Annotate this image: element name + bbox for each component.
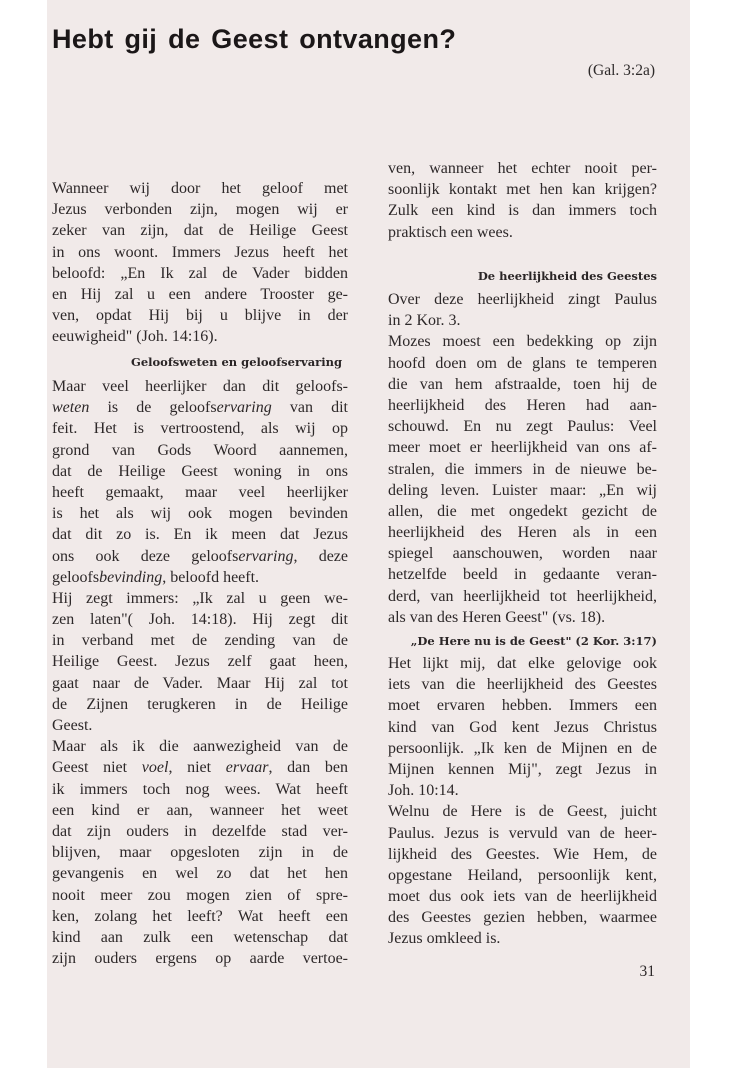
section-heading-geloofsweten: Geloofsweten en geloofservaring [131, 355, 342, 369]
text-line: gaat naar de Vader. Maar Hij zal tot [52, 674, 348, 692]
text-line: zen laten"( Joh. 14:18). Hij zegt dit [52, 611, 348, 629]
text-line: Zulk een kind is dan immers toch [388, 202, 657, 220]
italic-emphasis: bevinding [99, 568, 163, 586]
bible-reference: (Gal. 3:2a) [587, 62, 655, 79]
text-segment: , niet [168, 759, 226, 777]
text-line: heerlijkheid des Heren als in een [388, 524, 657, 542]
text-line: moet ervaren hebben. Immers een [388, 697, 657, 715]
text-line [52, 397, 348, 418]
left-body-text [52, 376, 348, 969]
text-line: ven, opdat Hij bij u blijve in der [52, 307, 348, 325]
text-line: Heilige Geest. Jezus zelf gaat heen, [52, 653, 348, 671]
text-line: grond van Gods Woord aannemen, [52, 441, 348, 459]
text-line: ik immers toch nog wees. Wat heeft [52, 780, 348, 798]
text-line: die van hem afstraalde, toen hij de [388, 375, 657, 393]
text-line: is het als wij ook mogen bevinden [52, 505, 348, 523]
text-segment: van dit [271, 399, 349, 417]
section-heading-heerlijkheid: De heerlijkheid des Geestes [477, 269, 657, 283]
text-line: heerlijkheid des Heren had aan- [388, 396, 657, 414]
text-line: opgestane Heiland, persoonlijk kent, [388, 866, 657, 884]
text-line: heeft gemaakt, maar veel heerlijker [52, 483, 348, 501]
right-body-text-1 [388, 289, 657, 628]
text-line: in ons woont. Immers Jezus heeft het [52, 243, 348, 261]
text-line: eeuwigheid" (Joh. 14:16). [52, 328, 218, 346]
text-line: dat dit zo is. En ik meen dat Jezus [52, 526, 348, 544]
text-line [52, 757, 348, 778]
text-line: persoonlijk. „Ik ken de Mijnen en de [388, 739, 657, 757]
text-line: kind aan zulk een wetenschap dat [52, 928, 348, 946]
text-line: ken, zolang het leeft? Wat heeft een [52, 907, 348, 925]
text-line: beloofd: „En Ik zal de Vader bidden [52, 264, 348, 282]
text-line: Geest. [52, 717, 93, 734]
text-segment: geloofs [52, 568, 100, 586]
text-line: zijn ouders ergens op aarde vertoe- [52, 950, 348, 968]
text-line: iets van die heerlijkheid des Geestes [388, 676, 657, 694]
italic-emphasis: ervaring [238, 547, 294, 565]
text-line: als van des Heren Geest" (vs. 18). [388, 608, 606, 626]
text-line: derd, van heerlijkheid tot heerlijkheid, [388, 587, 657, 605]
text-line: spiegel aanschouwen, worden naar [388, 545, 657, 563]
left-intro-text [52, 178, 348, 348]
text-line: de Zijnen terugkeren in de Heilige [52, 695, 348, 713]
page-number: 31 [639, 963, 655, 980]
text-line: kind van God kent Jezus Christus [388, 718, 657, 736]
section-heading-here-is-geest: „De Here nu is de Geest" (2 Kor. 3:17) [410, 634, 657, 648]
text-line: Joh. 10:14. [388, 782, 459, 800]
text-line: zeker van zijn, dat de Heilige Geest [52, 222, 348, 240]
text-line [52, 546, 348, 567]
text-line: gevangenis en wel zo dat het hen [52, 865, 348, 883]
text-line: dat de Heilige Geest woning in ons [52, 462, 348, 480]
text-line: Mijnen kennen Mij", zegt Jezus in [388, 760, 657, 778]
text-line: Wanneer wij door het geloof met [52, 180, 348, 197]
text-line: in verband met de zending van de [52, 632, 348, 650]
text-segment: Geest niet [52, 759, 142, 777]
text-line: Welnu de Here is de Geest, juicht [388, 803, 657, 821]
text-line: dat zijn ouders in dezelfde stad ver- [52, 822, 348, 840]
text-line: en Hij zal u een andere Trooster ge- [52, 285, 348, 303]
text-line: feit. Het is vertroostend, als wij op [52, 420, 348, 438]
text-line: blijven, maar opgesloten zijn in de [52, 844, 348, 862]
text-line: lijkheid des Geestes. Wie Hem, de [388, 845, 657, 863]
text-line: een kind er aan, wanneer het weet [52, 801, 348, 819]
text-line: allen, die met ongedekt gezicht de [388, 502, 657, 520]
text-line: hetzelfde beeld in gedaante veran- [388, 566, 657, 584]
right-body-text-2 [388, 653, 657, 950]
text-line: soonlijk kontakt met hen kan krijgen? [388, 181, 657, 199]
text-segment: , deze [293, 547, 348, 565]
italic-emphasis: ervaring [216, 399, 272, 417]
text-line: Paulus. Jezus is vervuld van de heer- [388, 824, 657, 842]
text-line: Hij zegt immers: „Ik zal u geen we- [52, 589, 348, 607]
text-segment: is de geloofs [89, 399, 217, 417]
text-line: moet dus ook iets van de heerlijkheid [388, 888, 657, 906]
text-line: deling leven. Luister maar: „En wij [388, 481, 657, 499]
text-line: nooit meer zou mogen zien of spre- [52, 886, 348, 904]
text-line: praktisch een wees. [388, 223, 513, 241]
page-title: Hebt gij de Geest ontvangen? [52, 24, 457, 54]
italic-emphasis: ervaar [225, 759, 269, 777]
text-line: Over deze heerlijkheid zingt Paulus [388, 291, 657, 308]
text-line: stralen, die immers in de nieuwe be- [388, 460, 657, 478]
text-line [52, 567, 348, 588]
text-segment: , beloofd heeft. [162, 568, 260, 586]
text-line: Jezus omkleed is. [388, 930, 501, 948]
right-intro-text [388, 158, 657, 243]
text-line: schouwd. En nu zegt Paulus: Veel [388, 418, 657, 436]
text-segment: , dan ben [268, 759, 349, 777]
text-line: Maar veel heerlijker dan dit geloofs- [52, 378, 348, 395]
text-line: hoofd doen om de glans te temperen [388, 354, 657, 372]
text-line: ven, wanneer het echter nooit per- [388, 160, 657, 177]
italic-emphasis: voel [141, 759, 169, 777]
text-line: Jezus verbonden zijn, mogen wij er [52, 201, 348, 219]
text-line: Maar als ik die aanwezigheid van de [52, 738, 348, 756]
text-line: Het lijkt mij, dat elke gelovige ook [388, 655, 657, 672]
italic-emphasis: weten [52, 399, 90, 417]
text-line: des Geestes gezien hebben, waarmee [388, 909, 657, 927]
text-line: Mozes moest een bedekking op zijn [388, 333, 657, 351]
text-line: in 2 Kor. 3. [388, 312, 461, 330]
text-line: meer moet er heerlijkheid van ons af- [388, 439, 657, 457]
text-segment: ons ook deze geloofs [52, 547, 239, 565]
